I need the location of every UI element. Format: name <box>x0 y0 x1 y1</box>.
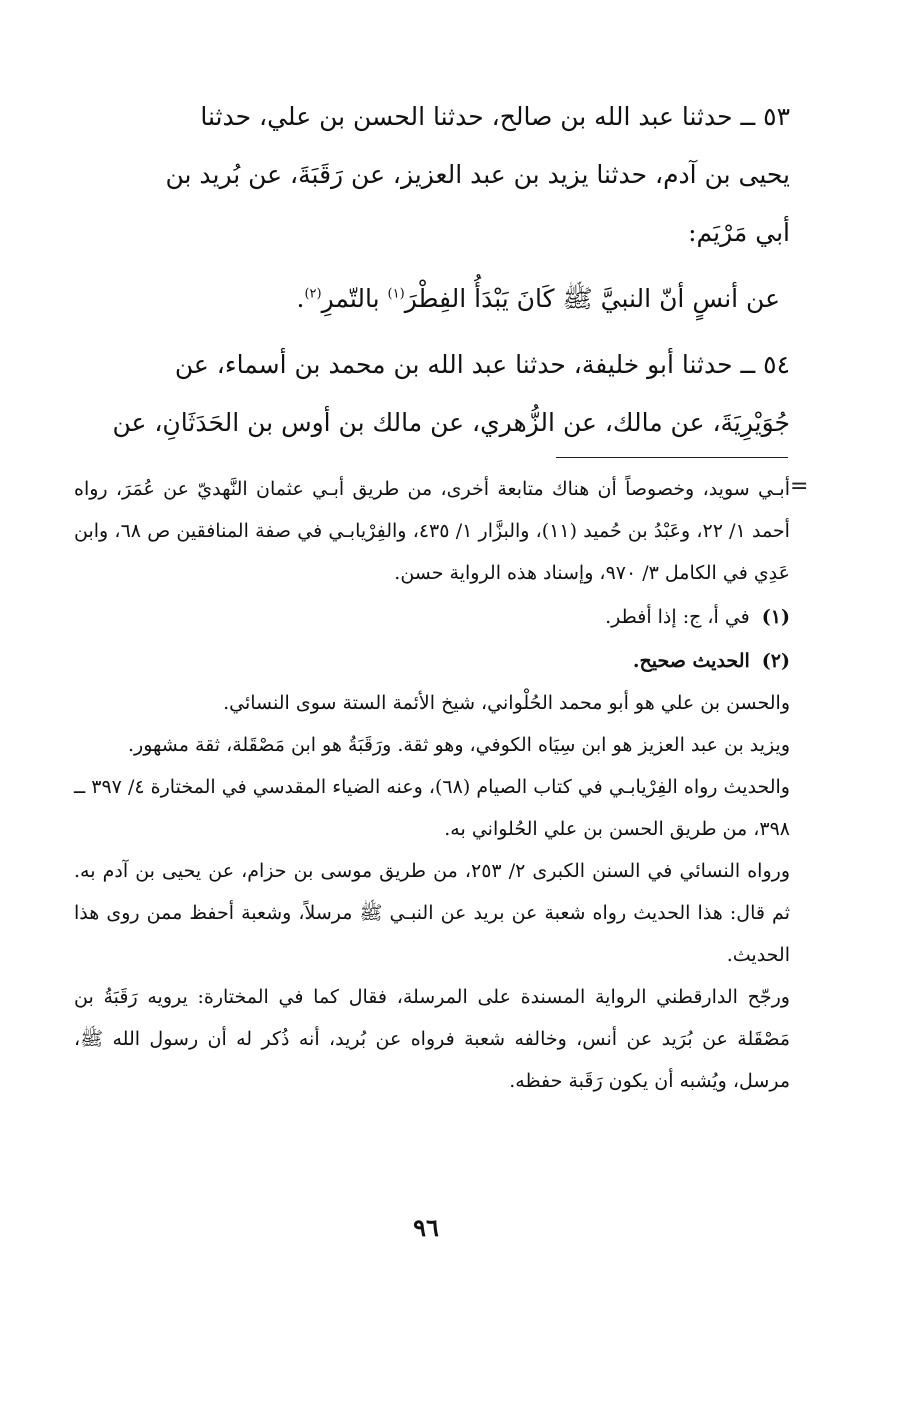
main-text <box>66 88 790 452</box>
footnote-2-para-3: والحديث رواه الفِرْيابـي في كتاب الصيام (٦٨)، وعنه الضياء المقدسي في المختارة ٤/ ٣٩٧ ــ ٣٩٨، من طريق الحسن بن علي الحُلواني به. <box>74 776 790 840</box>
hadith-54-isnad-line-2: جُوَيْرِيَةَ، عن مالك، عن الزُّهري، عن مالك بن أوس بن الحَدَثَانِ، عن <box>112 408 790 437</box>
hadith-matn-text: عن أنسٍ أنّ النبيَّ ﷺ كَانَ يَبْدَأُ الفِطْرَ <box>404 284 780 313</box>
hadith-matn-text-2: بالتّمرِ <box>321 284 388 313</box>
footnote-1 <box>74 596 790 638</box>
footnote-2-para-2: ويزيد بن عبد العزيز هو ابن سِيَاه الكوفي، وهو ثقة. ورَقَبَةُ هو ابن مَصْقَلة، ثقة مشهور. <box>127 734 790 756</box>
hadith-53-isnad-line-2: يحيى بن آدم، حدثنا يزيد بن عبد العزيز، عن رَقَبَةَ، عن بُريد بن <box>165 160 790 189</box>
page-number: ٩٦ <box>413 1213 439 1242</box>
footnote-1-number: (١) <box>761 606 790 628</box>
footnote-continuation: أبـي سويد، وخصوصاً أن هناك متابعة أخرى، من طريق أبـي عثمان النَّهديّ عن عُمَرَ، رواه أحمد ١/ ٢٢، وعَبْدُ بن حُميد (١١)، والبزَّار ١/ ٤٣٥، والفِرْيابـي في صفة المنافقين ص ٦٨، وابن عَدِي في الكامل ٣/ ٩٧٠، وإسناد هذه الرواية حسن. <box>74 478 790 584</box>
hadith-53-isnad-line-1: ٥٣ ــ حدثنا عبد الله بن صالح، حدثنا الحسن بن علي، حدثنا <box>200 102 790 131</box>
footnote-ref-1: (١) <box>387 286 405 302</box>
footnote-2 <box>74 640 790 682</box>
footnote-2-para-1: والحسن بن علي هو أبو محمد الحُلْواني، شيخ الأئمة الستة سوى النسائي. <box>223 692 790 714</box>
hadith-53-isnad-line-3: أبي مَرْيَم: <box>688 218 790 247</box>
footnote-ref-2: (٢) <box>304 286 322 302</box>
footnote-2-para-5: ورجّح الدارقطني الرواية المسندة على المرسلة، فقال كما في المختارة: يرويه رَقَبَةُ بن مَصْقَلة عن بُرَيد عن أنس، وخالفه شعبة فرواه عن بُريد، أنه ذُكر له أن رسول الله ﷺ، مرسل، ويُشبه أن يكون رَقَبة حفظه. <box>74 986 790 1092</box>
hadith-matn-end: . <box>296 284 305 313</box>
hadith-54-isnad-line-1: ٥٤ ــ حدثنا أبو خليفة، حدثنا عبد الله بن محمد بن أسماء، عن <box>174 350 790 379</box>
footnote-separator <box>556 457 788 458</box>
footnote-2-number: (٢) <box>761 650 790 672</box>
footnote-2-title: الحديث صحيح. <box>632 650 750 672</box>
continuation-mark: = <box>790 474 809 499</box>
footnote-1-text: في أ، ج: إذا أفطر. <box>605 606 750 628</box>
hadith-53-matn <box>66 270 790 328</box>
footnotes <box>74 468 790 1102</box>
footnote-2-para-4: ورواه النسائي في السنن الكبرى ٢/ ٢٥٣، من طريق موسى بن حزام، عن يحيى بن آدم به. ثم قال: هذا الحديث رواه شعبة عن بريد عن النبـي ﷺ مرسلاً، وشعبة أحفظ ممن روى هذا الحديث. <box>74 860 790 966</box>
